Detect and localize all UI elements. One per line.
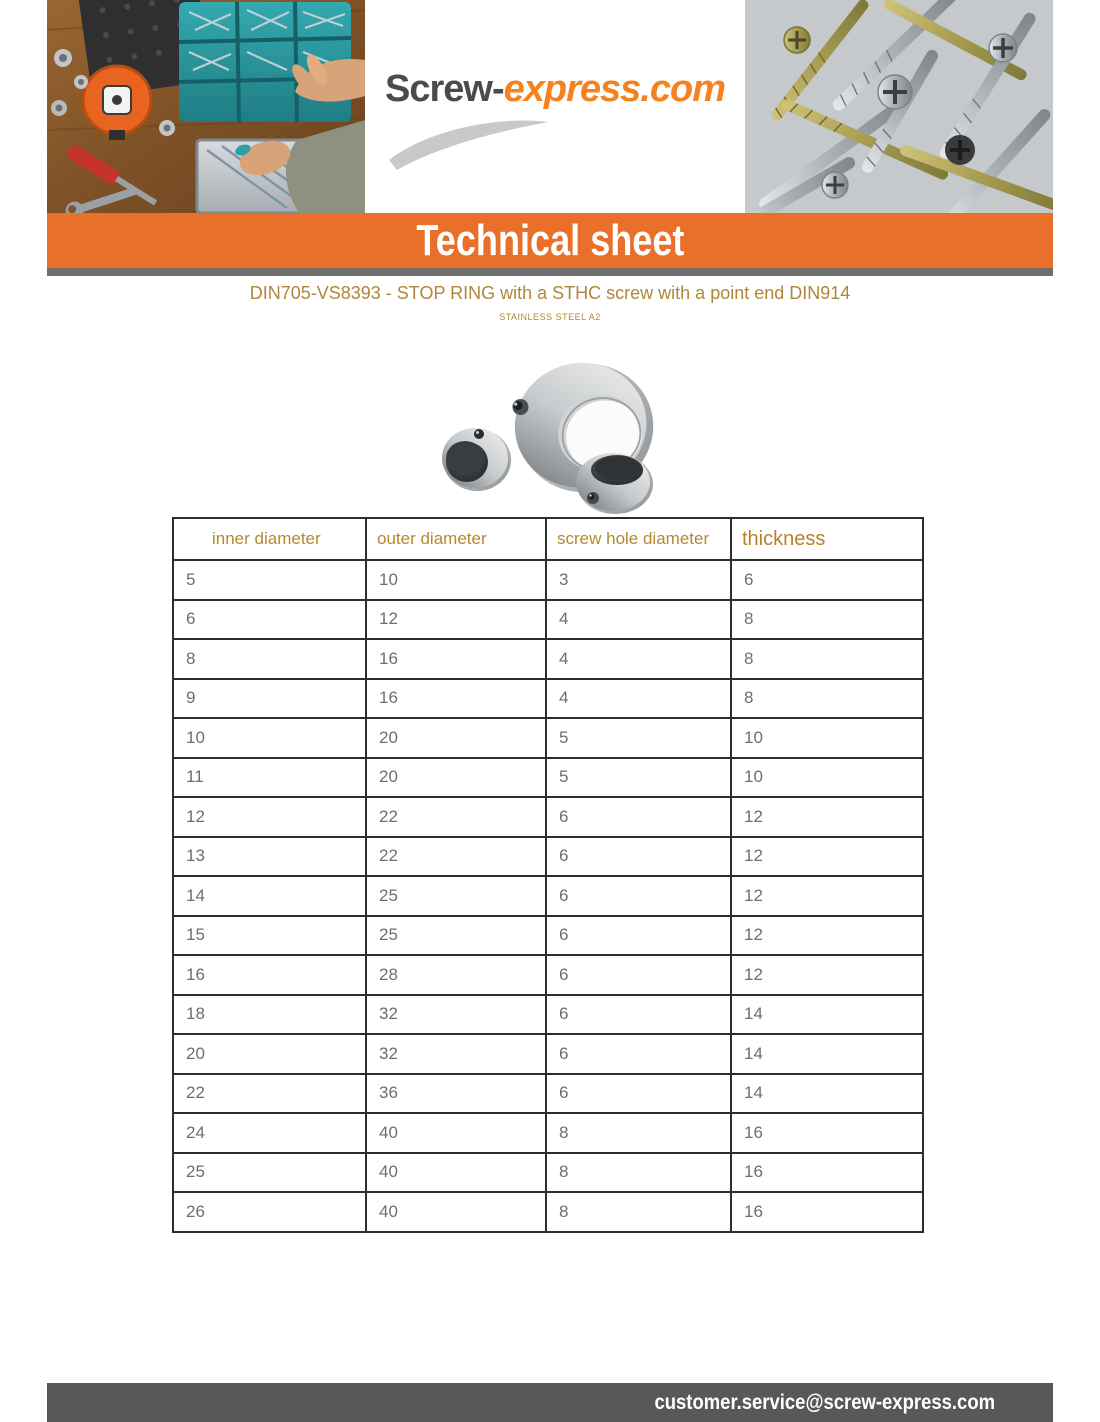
spec-table <box>172 517 924 1233</box>
table-row <box>173 1113 923 1153</box>
table-row <box>173 995 923 1035</box>
table-cell: 8 <box>546 1113 731 1153</box>
table-cell: 36 <box>366 1074 546 1114</box>
table-cell: 12 <box>366 600 546 640</box>
logo <box>365 0 745 213</box>
table-row <box>173 1192 923 1232</box>
table-row <box>173 758 923 798</box>
table-cell: 22 <box>173 1074 366 1114</box>
table-cell: 9 <box>173 679 366 719</box>
table-cell: 16 <box>731 1113 923 1153</box>
spec-table-body <box>173 560 923 1232</box>
table-cell: 25 <box>173 1153 366 1193</box>
logo-text-part1: Screw- <box>385 68 504 110</box>
table-cell: 40 <box>366 1153 546 1193</box>
table-cell: 10 <box>731 758 923 798</box>
table-cell: 12 <box>731 955 923 995</box>
table-cell: 6 <box>173 600 366 640</box>
table-cell: 13 <box>173 837 366 877</box>
table-cell: 8 <box>731 600 923 640</box>
table-cell: 12 <box>731 916 923 956</box>
table-cell: 16 <box>366 639 546 679</box>
table-cell: 22 <box>366 797 546 837</box>
screws-pile-illustration <box>745 0 1053 213</box>
product-image <box>435 348 725 520</box>
table-cell: 10 <box>731 718 923 758</box>
table-cell: 6 <box>546 837 731 877</box>
table-cell: 14 <box>731 995 923 1035</box>
table-row <box>173 1074 923 1114</box>
table-cell: 40 <box>366 1192 546 1232</box>
table-row <box>173 916 923 956</box>
table-cell: 6 <box>731 560 923 600</box>
table-cell: 14 <box>731 1074 923 1114</box>
table-cell: 11 <box>173 758 366 798</box>
table-cell: 14 <box>173 876 366 916</box>
column-header-thickness: thickness <box>731 518 923 560</box>
table-row <box>173 876 923 916</box>
table-row <box>173 1153 923 1193</box>
table-cell: 16 <box>731 1192 923 1232</box>
table-cell: 16 <box>731 1153 923 1193</box>
table-cell: 6 <box>546 995 731 1035</box>
logo-text-part2: express.com <box>503 68 725 110</box>
logo-text <box>385 68 725 111</box>
table-cell: 8 <box>731 679 923 719</box>
table-cell: 25 <box>366 876 546 916</box>
table-cell: 5 <box>546 758 731 798</box>
table-cell: 16 <box>173 955 366 995</box>
contact-email: customer.service@screw-express.com <box>654 1390 995 1414</box>
table-row <box>173 560 923 600</box>
table-row <box>173 600 923 640</box>
table-cell: 22 <box>366 837 546 877</box>
page-title: DIN705-VS8393 - STOP RING with a STHC screw with a point end DIN914 <box>249 283 851 303</box>
header <box>47 0 1053 213</box>
table-cell: 6 <box>546 916 731 956</box>
table-cell: 28 <box>366 955 546 995</box>
table-cell: 12 <box>731 876 923 916</box>
table-cell: 12 <box>731 797 923 837</box>
banner-divider <box>47 268 1053 276</box>
table-cell: 26 <box>173 1192 366 1232</box>
column-header-inner-diameter: inner diameter <box>173 518 366 560</box>
table-cell: 12 <box>731 837 923 877</box>
table-cell: 32 <box>366 995 546 1035</box>
table-cell: 20 <box>366 718 546 758</box>
table-row <box>173 639 923 679</box>
table-cell: 8 <box>546 1153 731 1193</box>
column-header-screw-hole-diameter: screw hole diameter <box>546 518 731 560</box>
table-cell: 16 <box>366 679 546 719</box>
table-row <box>173 837 923 877</box>
table-row <box>173 955 923 995</box>
stop-ring-illustration <box>435 348 725 520</box>
table-cell: 10 <box>366 560 546 600</box>
table-cell: 6 <box>546 876 731 916</box>
table-cell: 4 <box>546 639 731 679</box>
table-row <box>173 718 923 758</box>
header-photo-right <box>745 0 1053 213</box>
table-cell: 6 <box>546 1074 731 1114</box>
table-cell: 12 <box>173 797 366 837</box>
table-row <box>173 679 923 719</box>
table-cell: 5 <box>173 560 366 600</box>
table-cell: 3 <box>546 560 731 600</box>
table-cell: 40 <box>366 1113 546 1153</box>
table-cell: 8 <box>731 639 923 679</box>
table-cell: 4 <box>546 600 731 640</box>
header-row <box>173 518 923 560</box>
table-cell: 24 <box>173 1113 366 1153</box>
technical-sheet-banner <box>47 213 1053 268</box>
column-header-outer-diameter: outer diameter <box>366 518 546 560</box>
table-cell: 8 <box>173 639 366 679</box>
banner-title: Technical sheet <box>415 215 685 265</box>
table-cell: 5 <box>546 718 731 758</box>
table-cell: 8 <box>546 1192 731 1232</box>
table-cell: 6 <box>546 955 731 995</box>
table-cell: 14 <box>731 1034 923 1074</box>
table-cell: 32 <box>366 1034 546 1074</box>
table-cell: 18 <box>173 995 366 1035</box>
spec-table-header <box>173 518 923 560</box>
table-cell: 10 <box>173 718 366 758</box>
page-subtitle: STAINLESS STEEL A2 <box>499 312 601 322</box>
header-photo-left <box>47 0 365 213</box>
table-cell: 4 <box>546 679 731 719</box>
table-cell: 6 <box>546 1034 731 1074</box>
footer-bar <box>47 1383 1053 1422</box>
table-cell: 25 <box>366 916 546 956</box>
logo-swoosh <box>383 112 563 172</box>
table-cell: 20 <box>173 1034 366 1074</box>
table-row <box>173 1034 923 1074</box>
table-cell: 20 <box>366 758 546 798</box>
table-cell: 15 <box>173 916 366 956</box>
table-cell: 6 <box>546 797 731 837</box>
workbench-photo-illustration <box>47 0 365 213</box>
table-row <box>173 797 923 837</box>
